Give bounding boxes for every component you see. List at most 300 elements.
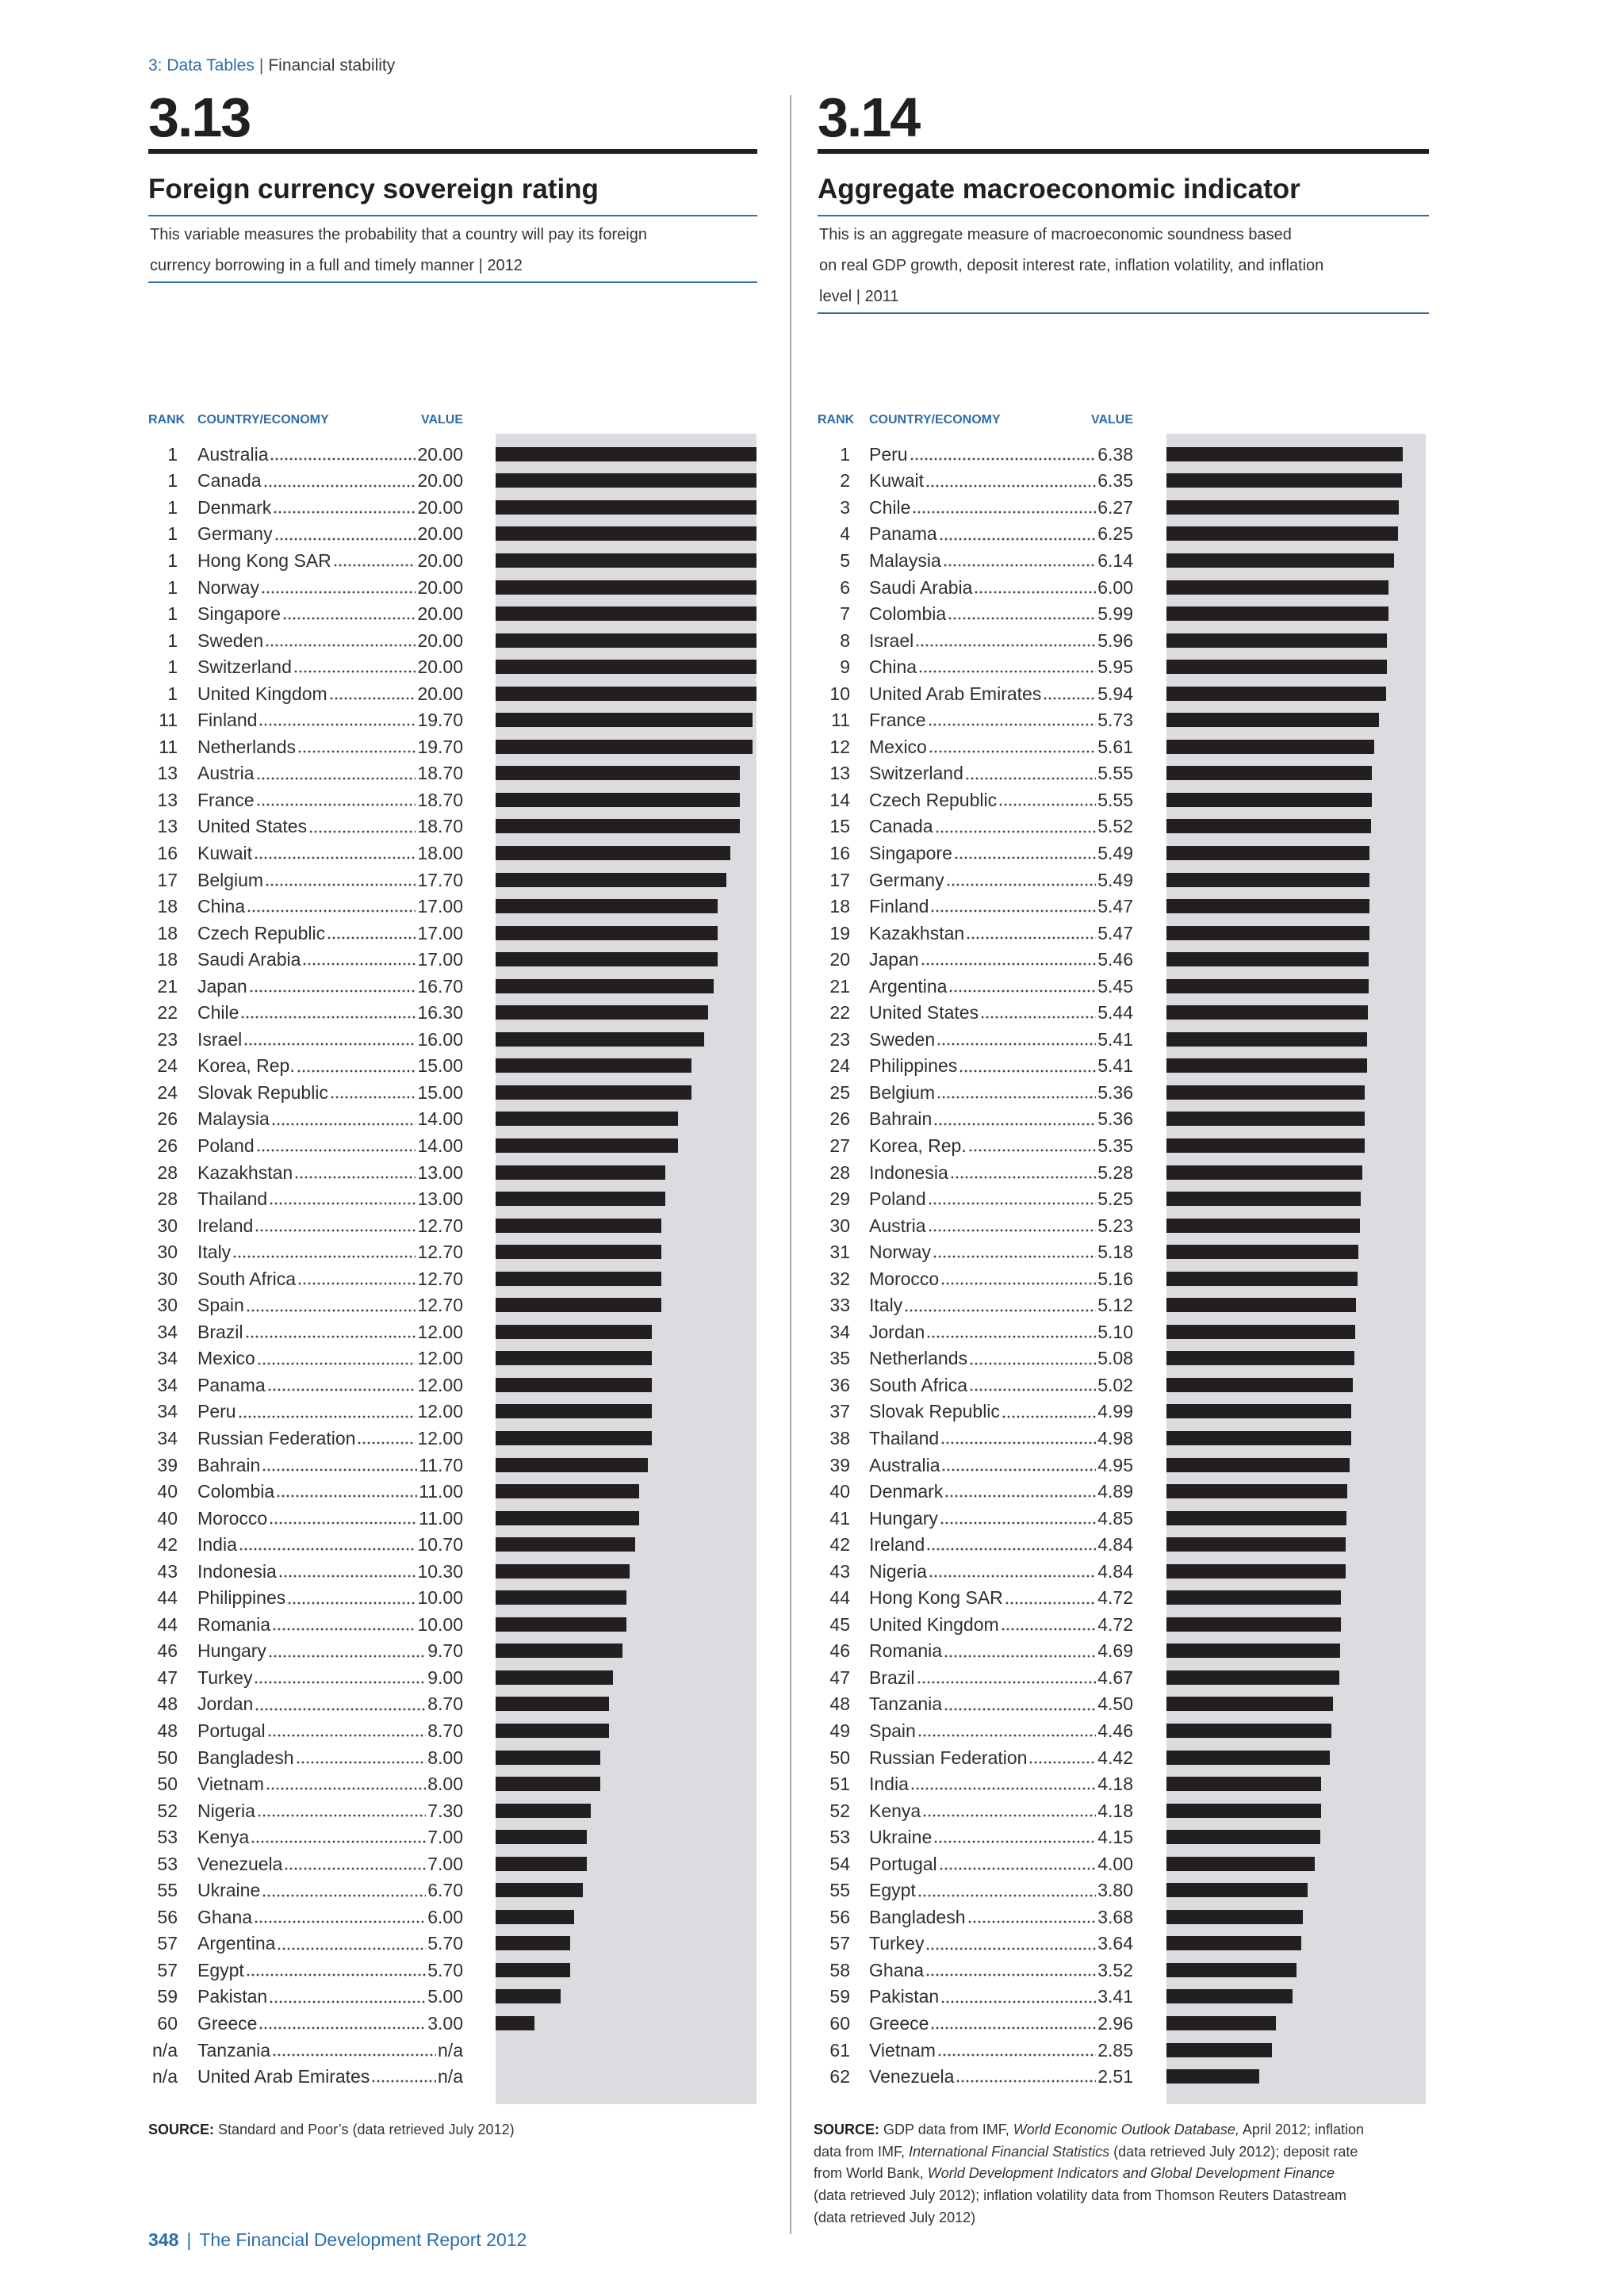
table-row: [148, 521, 760, 548]
value-cell: 20.00: [417, 576, 463, 598]
table-row: [148, 1957, 760, 1984]
bar-slot: [1166, 873, 1426, 887]
value-cell: 10.00: [417, 1613, 463, 1635]
bar: [496, 1484, 639, 1498]
dot-leader: [256, 786, 416, 813]
rank-cell: 34: [157, 1428, 178, 1448]
value-cell: 5.95: [1097, 656, 1133, 678]
bar: [1166, 2069, 1259, 2084]
table-row: [148, 1638, 760, 1665]
table-row: [818, 1079, 1429, 1106]
value-cell: 4.72: [1097, 1587, 1133, 1609]
rank-cell: 11: [831, 710, 850, 731]
dot-leader: [294, 1159, 416, 1186]
dot-leader: [278, 1558, 416, 1585]
entry-cell: [197, 760, 463, 787]
value-cell: 5.70: [427, 1933, 463, 1954]
bar: [496, 1192, 665, 1206]
dot-leader: [917, 1877, 1096, 1904]
value-cell: n/a: [438, 2066, 463, 2087]
bar: [1166, 1697, 1333, 1711]
bar-slot: [1166, 1085, 1426, 1100]
bar-slot: [496, 899, 756, 913]
bar: [496, 979, 714, 993]
country-cell: Israel: [869, 629, 914, 651]
value-cell: 14.00: [417, 1108, 463, 1130]
rank-cell: 14: [829, 789, 850, 810]
rank-cell: 1: [167, 523, 178, 545]
value-cell: 4.84: [1097, 1560, 1133, 1582]
bar-slot: [496, 687, 756, 701]
table-row: [148, 627, 760, 654]
value-cell: 5.73: [1097, 710, 1133, 731]
bar: [1166, 873, 1369, 887]
entry-cell: [197, 441, 463, 468]
entry-cell: [197, 733, 463, 760]
value-cell: 12.00: [417, 1348, 463, 1369]
rank-cell: 47: [157, 1667, 178, 1688]
bar-slot: [496, 1857, 756, 1871]
bar-slot: [1166, 1325, 1426, 1339]
value-cell: 6.70: [427, 1880, 463, 1901]
rank-cell: 4: [840, 523, 850, 545]
entry-cell: [197, 1531, 463, 1558]
entry-cell: [869, 1638, 1133, 1665]
table-row: [148, 999, 760, 1026]
table-row: [148, 1026, 760, 1053]
entry-cell: [869, 680, 1133, 707]
bar: [1166, 1431, 1351, 1445]
rank-cell: 30: [157, 1242, 178, 1263]
country-cell: Vietnam: [197, 1774, 264, 1795]
table-row: [148, 1292, 760, 1319]
bar-slot: [496, 1325, 756, 1339]
rank-cell: n/a: [152, 2066, 178, 2087]
value-cell: 5.02: [1097, 1374, 1133, 1395]
rank-cell: 62: [829, 2066, 850, 2087]
bar-slot: [496, 1564, 756, 1578]
dot-leader: [262, 1877, 426, 1904]
title-rule: [818, 215, 1429, 216]
table-row: [148, 1823, 760, 1850]
table-row: [818, 1425, 1429, 1452]
dot-leader: [239, 1531, 416, 1558]
bar-slot: [1166, 1617, 1426, 1632]
value-cell: 5.28: [1097, 1161, 1133, 1183]
bar-slot: [496, 1058, 756, 1073]
rank-cell: 26: [157, 1135, 178, 1156]
country-cell: Mexico: [869, 736, 927, 757]
topic-label: Financial stability: [268, 56, 396, 75]
bar: [1166, 660, 1387, 674]
country-cell: Kenya: [869, 1800, 921, 1821]
bar-slot: [496, 660, 756, 674]
country-cell: Italy: [869, 1295, 903, 1316]
dot-leader: [267, 1717, 427, 1744]
table-row: [148, 1531, 760, 1558]
rank-cell: 1: [167, 470, 178, 492]
bar: [496, 1298, 661, 1312]
bar: [496, 526, 756, 541]
rank-cell: 1: [167, 443, 178, 465]
dot-leader: [261, 574, 416, 601]
table-row: [818, 1185, 1429, 1212]
rank-cell: 34: [157, 1348, 178, 1369]
entry-cell: [197, 2037, 463, 2064]
rank-cell: 5: [840, 549, 850, 571]
entry-cell: [869, 627, 1133, 654]
entry-cell: [869, 468, 1133, 495]
table-row: [818, 760, 1429, 787]
entry-cell: [197, 1053, 463, 1080]
value-cell: 17.70: [417, 869, 463, 890]
rank-cell: 18: [829, 896, 850, 917]
value-cell: 20.00: [417, 629, 463, 651]
country-cell: Russian Federation: [869, 1747, 1028, 1768]
bar: [1166, 766, 1372, 780]
entry-cell: [869, 1558, 1133, 1585]
bar: [1166, 1777, 1321, 1791]
entry-cell: [197, 2010, 463, 2037]
bar-slot: [496, 2043, 756, 2057]
bar-slot: [496, 1032, 756, 1047]
bar: [1166, 1005, 1368, 1020]
rank-cell: 28: [829, 1161, 850, 1183]
table-number: 3.13: [148, 86, 251, 148]
dot-leader: [939, 1850, 1097, 1877]
rank-cell: 12: [829, 736, 850, 757]
country-cell: Morocco: [869, 1268, 940, 1289]
bar: [496, 1564, 630, 1578]
rank-cell: 28: [157, 1161, 178, 1183]
bar: [496, 553, 756, 568]
country-cell: Belgium: [197, 869, 264, 890]
entry-cell: [869, 1770, 1133, 1797]
table-row: [148, 2037, 760, 2064]
bar: [496, 1032, 704, 1047]
entry-cell: [197, 1611, 463, 1638]
dot-leader: [943, 547, 1096, 574]
table-row: [148, 1425, 760, 1452]
rank-cell: 17: [829, 869, 850, 890]
bar-slot: [496, 1511, 756, 1525]
table-row: [148, 920, 760, 947]
source-line: [148, 2119, 515, 2141]
column-header-value: VALUE: [420, 413, 463, 427]
table-row: [818, 840, 1429, 867]
bar: [1166, 1032, 1367, 1047]
source-segment: (data retrieved July 2012); inflation volatility data from Thomson Reuters Datastream: [814, 2187, 1346, 2204]
rank-cell: 7: [840, 603, 850, 625]
rank-cell: 26: [157, 1108, 178, 1130]
bar: [1166, 1112, 1365, 1126]
entry-cell: [197, 494, 463, 521]
bar-slot: [496, 819, 756, 833]
entry-cell: [869, 1717, 1133, 1744]
bar-slot: [496, 952, 756, 966]
entry-cell: [197, 1558, 463, 1585]
bar: [496, 1751, 600, 1765]
entry-cell: [869, 1505, 1133, 1532]
value-cell: 6.00: [1097, 576, 1133, 598]
dot-leader: [297, 733, 416, 760]
value-cell: 3.80: [1097, 1880, 1133, 1901]
rank-cell: 1: [167, 629, 178, 651]
dot-leader: [935, 813, 1097, 840]
country-cell: Spain: [869, 1720, 916, 1742]
entry-cell: [869, 1026, 1133, 1053]
value-cell: 17.00: [417, 896, 463, 917]
bar-slot: [1166, 633, 1426, 648]
bar-slot: [1166, 1484, 1426, 1498]
bar: [1166, 1989, 1293, 2003]
bar-slot: [1166, 1192, 1426, 1206]
country-cell: Thailand: [869, 1428, 940, 1448]
source-segment: April 2012; inflation: [1239, 2122, 1364, 2137]
table-row: [148, 840, 760, 867]
dot-leader: [265, 627, 416, 654]
country-cell: Malaysia: [869, 549, 941, 571]
bar: [1166, 740, 1374, 754]
bar: [496, 447, 756, 461]
country-cell: Indonesia: [197, 1560, 277, 1582]
rank-cell: 29: [829, 1188, 850, 1210]
bar-slot: [496, 1245, 756, 1259]
entry-cell: [869, 1931, 1133, 1957]
country-cell: Korea, Rep.: [869, 1135, 967, 1156]
value-cell: 4.18: [1097, 1800, 1133, 1821]
dot-leader: [998, 786, 1096, 813]
bar-slot: [496, 1272, 756, 1286]
bar: [1166, 1936, 1301, 1950]
entry-cell: [197, 1877, 463, 1904]
country-cell: Kazakhstan: [869, 922, 965, 943]
dot-leader: [937, 2037, 1096, 2064]
value-cell: 5.44: [1097, 1002, 1133, 1024]
rank-cell: 61: [829, 2039, 850, 2061]
dot-leader: [940, 1505, 1096, 1532]
bar: [496, 1245, 661, 1259]
table-row: [148, 1505, 760, 1532]
country-cell: Nigeria: [869, 1560, 927, 1582]
dot-leader: [254, 1664, 426, 1691]
country-cell: Netherlands: [869, 1348, 968, 1369]
bar-slot: [496, 766, 756, 780]
entry-cell: [869, 893, 1133, 920]
entry-cell: [197, 1026, 463, 1053]
country-cell: Egypt: [869, 1880, 916, 1901]
value-cell: 9.70: [427, 1640, 463, 1662]
table-row: [818, 1132, 1429, 1159]
rank-cell: 57: [157, 1933, 178, 1954]
entry-cell: [869, 920, 1133, 947]
country-cell: Finland: [869, 896, 929, 917]
source-segment: World Economic Outlook Database,: [1013, 2122, 1239, 2137]
table-row: [818, 680, 1429, 707]
value-cell: 12.00: [417, 1374, 463, 1395]
entry-cell: [197, 600, 463, 627]
rank-cell: 44: [829, 1587, 850, 1609]
dot-leader: [925, 1931, 1096, 1957]
table-row: [818, 1318, 1429, 1345]
country-cell: Korea, Rep.: [197, 1055, 295, 1077]
value-cell: 2.85: [1097, 2039, 1133, 2061]
rank-cell: n/a: [152, 2039, 178, 2061]
entry-cell: [197, 1957, 463, 1984]
table-row: [818, 1904, 1429, 1931]
value-cell: 2.51: [1097, 2066, 1133, 2087]
country-cell: Australia: [197, 443, 269, 465]
country-cell: Philippines: [869, 1055, 958, 1077]
rank-cell: 16: [157, 842, 178, 863]
dot-leader: [929, 733, 1096, 760]
value-cell: 8.00: [427, 1774, 463, 1795]
country-cell: Sweden: [197, 629, 264, 651]
country-cell: United States: [197, 816, 308, 837]
table-row: [818, 1664, 1429, 1691]
bar-slot: [496, 1085, 756, 1100]
country-cell: India: [197, 1534, 237, 1556]
bar-slot: [496, 1112, 756, 1126]
country-cell: Nigeria: [197, 1800, 255, 1821]
country-cell: Kenya: [197, 1827, 250, 1848]
bar-slot: [1166, 1219, 1426, 1233]
dot-leader: [255, 1691, 426, 1718]
bar: [1166, 1883, 1308, 1897]
entry-cell: [869, 840, 1133, 867]
table-row: [148, 1664, 760, 1691]
dot-leader: [928, 1212, 1097, 1239]
entry-cell: [197, 1265, 463, 1292]
table-row: [148, 1984, 760, 2011]
rank-cell: 41: [829, 1507, 850, 1529]
value-cell: 18.00: [417, 842, 463, 863]
table-row: [818, 1823, 1429, 1850]
country-cell: Czech Republic: [869, 789, 998, 810]
country-cell: Peru: [869, 443, 908, 465]
value-cell: 8.00: [427, 1747, 463, 1768]
bar: [496, 1112, 678, 1126]
source-line: [814, 2163, 1364, 2185]
bar-slot: [1166, 1804, 1426, 1818]
rank-cell: 24: [829, 1055, 850, 1077]
bar-slot: [496, 1219, 756, 1233]
table-row: [148, 600, 760, 627]
bar: [1166, 1751, 1330, 1765]
entry-cell: [869, 706, 1133, 733]
value-cell: 6.00: [427, 1906, 463, 1927]
entry-cell: [869, 1850, 1133, 1877]
country-cell: China: [869, 656, 917, 678]
value-cell: 5.47: [1097, 922, 1133, 943]
bar-slot: [496, 1830, 756, 1844]
table-row: [148, 1904, 760, 1931]
column-header-region: [197, 412, 463, 428]
dot-leader: [287, 1585, 416, 1612]
rank-cell: 20: [829, 949, 850, 970]
rank-cell: 53: [829, 1827, 850, 1848]
country-cell: South Africa: [869, 1374, 968, 1395]
bar: [1166, 1590, 1341, 1605]
dot-leader: [941, 1452, 1096, 1479]
entry-cell: [197, 867, 463, 894]
country-cell: Slovak Republic: [197, 1081, 328, 1103]
dot-leader: [270, 441, 416, 468]
rank-cell: 23: [157, 1028, 178, 1050]
rank-cell: 46: [829, 1640, 850, 1662]
entry-cell: [197, 893, 463, 920]
dot-leader: [933, 1238, 1096, 1265]
bar: [496, 1697, 609, 1711]
entry-cell: [869, 999, 1133, 1026]
table-row: [818, 1531, 1429, 1558]
country-cell: Singapore: [869, 842, 952, 863]
bar: [496, 846, 730, 860]
bar: [1166, 1404, 1351, 1418]
table-row: [818, 1850, 1429, 1877]
entry-cell: [869, 2037, 1133, 2064]
rank-cell: 8: [840, 629, 850, 651]
entry-cell: [197, 1292, 463, 1319]
value-cell: 15.00: [417, 1081, 463, 1103]
dot-leader: [256, 1132, 416, 1159]
bar-slot: [496, 633, 756, 648]
rank-cell: 50: [157, 1747, 178, 1768]
table-row: [148, 2010, 760, 2037]
table-row: [148, 1372, 760, 1399]
entry-cell: [197, 1452, 463, 1479]
dot-leader: [936, 1079, 1096, 1106]
rank-cell: 16: [829, 842, 850, 863]
rank-cell: 35: [829, 1348, 850, 1369]
rank-cell: 27: [829, 1135, 850, 1156]
country-cell: France: [869, 710, 926, 731]
value-cell: 12.70: [417, 1268, 463, 1289]
value-cell: 5.99: [1097, 603, 1133, 625]
country-cell: Austria: [197, 763, 255, 784]
entry-cell: [869, 973, 1133, 1000]
country-cell: United Arab Emirates: [869, 683, 1042, 704]
dot-leader: [293, 653, 416, 680]
bar-slot: [1166, 1404, 1426, 1418]
table-row: [818, 494, 1429, 521]
country-cell: Netherlands: [197, 736, 297, 757]
country-cell: Turkey: [197, 1667, 253, 1688]
rank-cell: 22: [157, 1002, 178, 1024]
value-cell: 10.00: [417, 1587, 463, 1609]
rank-cell: 42: [829, 1534, 850, 1556]
value-cell: 11.00: [419, 1481, 463, 1502]
country-cell: China: [197, 896, 246, 917]
dot-leader: [950, 1159, 1096, 1186]
rank-cell: 1: [167, 576, 178, 598]
rank-cell: 54: [829, 1853, 850, 1874]
country-cell: Ghana: [869, 1959, 925, 1980]
country-cell: Australia: [869, 1454, 940, 1475]
bar: [496, 1219, 661, 1233]
bar: [496, 1404, 652, 1418]
description-line: currency borrowing in a full and timely manner | 2012: [150, 257, 523, 274]
bar: [1166, 473, 1402, 488]
bar: [496, 873, 726, 887]
bar: [496, 607, 756, 621]
table-row: [818, 1611, 1429, 1638]
table-row: [818, 1931, 1429, 1957]
table-row: [818, 786, 1429, 813]
bar: [496, 952, 718, 966]
bar: [496, 1910, 574, 1924]
country-cell: Portugal: [197, 1720, 266, 1742]
